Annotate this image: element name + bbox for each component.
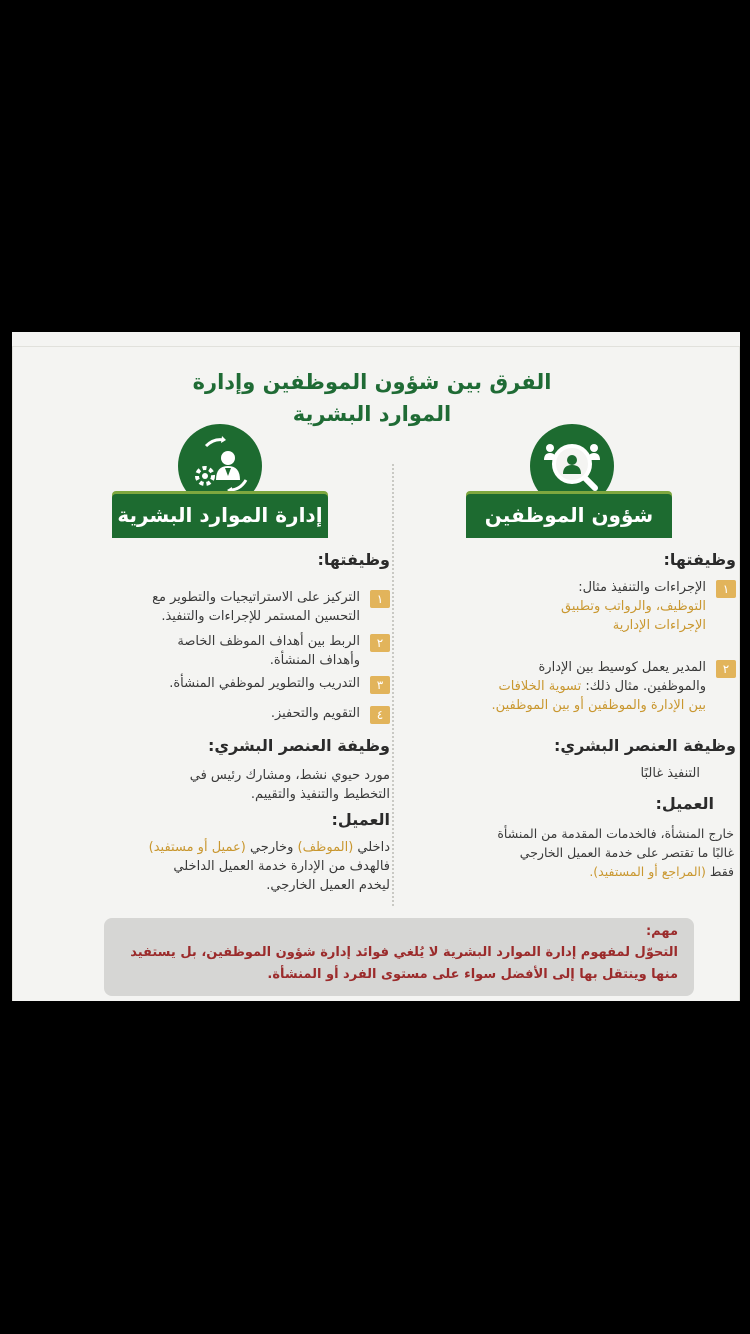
item-number-badge: ١ [716, 580, 736, 598]
item-number-badge: ٤ [370, 706, 390, 724]
hr-client-prefix: داخلي [353, 840, 390, 855]
hr-client-line-2: فالهدف من الإدارة خدمة العميل الداخلي [173, 859, 390, 874]
personnel-human-text: التنفيذ غالبًا [640, 766, 700, 781]
hr-client-internal: (الموظف) [297, 840, 354, 855]
hr-item-1-line-2: التحسين المستمر للإجراءات والتنفيذ. [161, 609, 360, 624]
infographic-card [12, 332, 740, 1001]
hr-item-1-line-1: التركيز على الاستراتيجيات والتطوير مع [152, 590, 360, 605]
personnel-item-1-line-2: التوظيف، والرواتب وتطبيق [561, 599, 706, 614]
personnel-item-2 [408, 658, 740, 726]
hr-client-mid: وخارجي [245, 840, 298, 855]
personnel-item-1-line-1: الإجراءات والتنفيذ مثال: [578, 580, 706, 595]
hr-human-line-1: مورد حيوي نشط، ومشارك رئيس في [189, 768, 390, 783]
item-number-badge: ١ [370, 590, 390, 608]
hr-item-3 [112, 674, 390, 698]
personnel-banner: شؤون الموظفين [466, 494, 672, 538]
personnel-client-gold: (المراجع أو المستفيد). [589, 864, 706, 879]
hr-human-line-2: التخطيط والتنفيذ والتقييم. [250, 787, 390, 802]
personnel-item-2-gold: تسوية الخلافات [498, 679, 582, 694]
hr-item-1 [112, 588, 390, 628]
personnel-item-2-line-3: بين الإدارة والموظفين أو بين الموظفين. [491, 698, 706, 713]
personnel-client-line-2: غالبًا ما تقتصر على خدمة العميل الخارجي [519, 845, 734, 860]
item-number-badge: ٢ [716, 660, 736, 678]
note-label: مهم: [645, 924, 678, 939]
hr-item-4-line-1: التقويم والتحفيز. [270, 706, 360, 721]
personnel-column [408, 550, 740, 910]
hr-item-2-line-2: وأهداف المنشأة. [269, 653, 360, 668]
hr-item-2 [112, 632, 390, 672]
hr-item-2-line-1: الربط بين أهداف الموظف الخاصة [177, 634, 360, 649]
hr-client-heading: العميل: [331, 810, 390, 829]
personnel-item-1-line-3: الإجراءات الإدارية [612, 618, 706, 633]
hr-column [112, 550, 390, 910]
personnel-client-line-1: خارج المنشأة، فالخدمات المقدمة من المنشأة [497, 826, 734, 841]
title-line-2: الموارد البشرية [292, 402, 452, 426]
personnel-functions-heading: وظيفتها: [663, 550, 736, 569]
important-note-box [104, 918, 694, 996]
hr-client-line-3: ليخدم العميل الخارجي. [266, 878, 390, 893]
title-line-1: الفرق بين شؤون الموظفين وإدارة [192, 370, 552, 394]
hr-item-4 [112, 704, 390, 728]
hr-client-external: (عميل أو مستفيد) [148, 840, 246, 855]
column-divider [392, 464, 394, 906]
personnel-item-2-example: والموظفين. مثال ذلك: [581, 679, 706, 694]
hr-human-heading: وظيفة العنصر البشري: [208, 736, 390, 755]
hr-item-3-line-1: التدريب والتطوير لموظفي المنشأة. [169, 676, 360, 691]
personnel-client-prefix: فقط [705, 864, 734, 879]
item-number-badge: ٣ [370, 676, 390, 694]
hr-functions-heading: وظيفتها: [317, 550, 390, 569]
personnel-item-2-line-1: المدير يعمل كوسيط بين الإدارة [538, 660, 706, 675]
hr-banner: إدارة الموارد البشرية [112, 494, 328, 538]
personnel-human-heading: وظيفة العنصر البشري: [554, 736, 736, 755]
personnel-item-1 [408, 578, 740, 646]
personnel-client-line-3 [497, 862, 734, 881]
note-text: التحوّل لمفهوم إدارة الموارد البشرية لا يُلغي فوائد إدارة شؤون الموظفين، بل يستفيد منها وينتقل بها إلى الأفضل سواء على مستوى الفرد أو المنشأة. [130, 945, 678, 982]
hr-client-line-1 [149, 838, 390, 857]
personnel-item-2-line-2 [492, 677, 706, 696]
item-number-badge: ٢ [370, 634, 390, 652]
personnel-client-heading: العميل: [655, 794, 714, 813]
